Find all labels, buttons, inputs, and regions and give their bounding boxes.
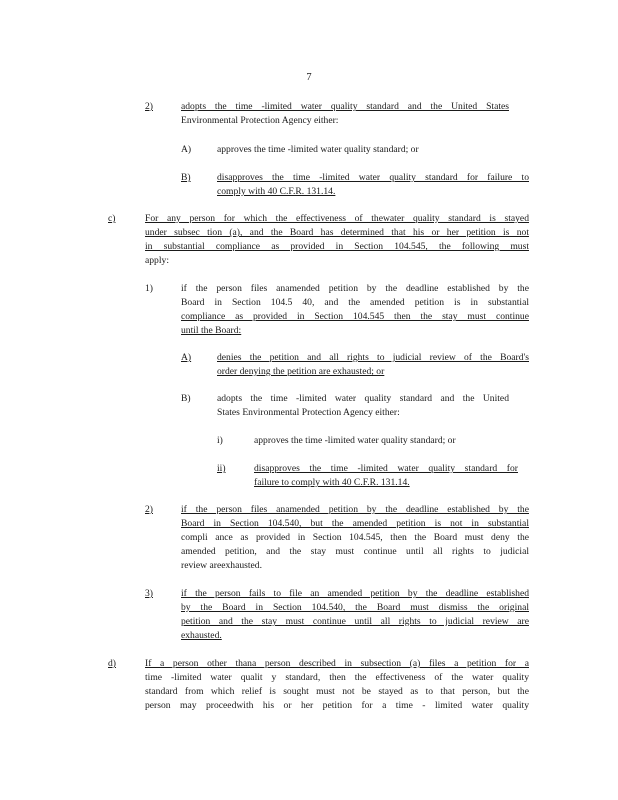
text-line: review areexhausted. bbox=[181, 560, 262, 571]
text-line: compliance as provided in Section 104.545 then the stay must continue bbox=[181, 311, 529, 322]
item-c1bi-label: i) bbox=[217, 435, 223, 446]
text-line: exhausted. bbox=[181, 630, 222, 641]
text-line: denies the petition and all rights to judicial review of the Board's bbox=[217, 352, 529, 363]
text-line: adopts the time -limited water quality standard and the United bbox=[217, 393, 509, 404]
item-c1b-text bbox=[217, 392, 509, 420]
item-c1a-label: A) bbox=[181, 352, 192, 363]
text-line: amended petition, and the stay must continue until all rights to judicial bbox=[181, 546, 529, 557]
text-line: disapproves the time -limited water quality standard for bbox=[254, 463, 518, 474]
text-line: approves the time -limited water quality standard; or bbox=[217, 144, 419, 155]
text-line: If a person other thana person described in subsection (a) files a petition for a bbox=[145, 658, 529, 669]
text-line: by the Board in Section 104.540, the Board must dismiss the original bbox=[181, 602, 529, 613]
text-line: Board in Section 104.5 40, and the amended petition is in substantial bbox=[181, 297, 529, 308]
item-2a-label: A) bbox=[181, 144, 192, 155]
text-line: States Environmental Protection Agency either: bbox=[217, 407, 400, 418]
text-line: failure to comply with 40 C.F.R. 131.14. bbox=[254, 477, 410, 488]
item-c-label: c) bbox=[108, 213, 116, 224]
item-c3-text bbox=[181, 587, 529, 643]
text-line: until the Board: bbox=[181, 325, 242, 336]
text-line: if the person fails to file an amended petition by the deadline established bbox=[181, 588, 529, 599]
item-2b-text bbox=[217, 171, 529, 199]
item-c1bii-text bbox=[254, 462, 518, 490]
text-line: apply: bbox=[145, 255, 169, 266]
text-line: person may proceedwith his or her petition for a time - limited water quality bbox=[145, 700, 529, 711]
text-line: under subsec tion (a), and the Board has determined that his or her petition is not bbox=[145, 227, 529, 238]
item-c1bi-text bbox=[254, 434, 456, 448]
item-2-text bbox=[181, 100, 509, 128]
page-number: 7 bbox=[306, 72, 312, 83]
item-c1bii-label: ii) bbox=[217, 463, 226, 474]
text-line: order denying the petition are exhausted; or bbox=[217, 366, 385, 377]
text-line: standard from which relief is sought must not be stayed as to that person, but the bbox=[145, 686, 529, 697]
item-c2-text bbox=[181, 503, 529, 573]
item-c1-text bbox=[181, 282, 529, 338]
item-d-text bbox=[145, 657, 529, 713]
item-2-label: 2) bbox=[145, 101, 153, 112]
text-line: if the person files anamended petition by the deadline established by the bbox=[181, 283, 529, 294]
item-c1-label: 1) bbox=[145, 283, 153, 294]
text-line: disapproves the time -limited water quality standard for failure to bbox=[217, 172, 529, 183]
text-line: Board in Section 104.540, but the amended petition is not in substantial bbox=[181, 518, 529, 529]
text-line: For any person for which the effectiveness of thewater quality standard is stayed bbox=[145, 213, 529, 224]
item-c3-label: 3) bbox=[145, 588, 153, 599]
item-c1b-label: B) bbox=[181, 393, 191, 404]
text-line: in substantial compliance as provided in Section 104.545, the following must bbox=[145, 241, 529, 252]
text-line: petition and the stay must continue until all rights to judicial review are bbox=[181, 616, 529, 627]
text-line: if the person files anamended petition by the deadline established by the bbox=[181, 504, 529, 515]
text-line: compli ance as provided in Section 104.545, then the Board must deny the bbox=[181, 532, 529, 543]
item-c-text bbox=[145, 212, 529, 268]
text-line: comply with 40 C.F.R. 131.14. bbox=[217, 186, 336, 197]
text-line: approves the time -limited water quality standard; or bbox=[254, 435, 456, 446]
item-d-label: d) bbox=[108, 658, 116, 669]
item-c2-label: 2) bbox=[145, 504, 153, 515]
item-2a-text bbox=[217, 143, 419, 157]
text-line: adopts the time -limited water quality standard and the United States bbox=[181, 101, 509, 112]
text-line: Environmental Protection Agency either: bbox=[181, 115, 339, 126]
text-line: time -limited water qualit y standard, then the effectiveness of the water quality bbox=[145, 672, 529, 683]
item-2b-label: B) bbox=[181, 172, 191, 183]
item-c1a-text bbox=[217, 351, 529, 379]
